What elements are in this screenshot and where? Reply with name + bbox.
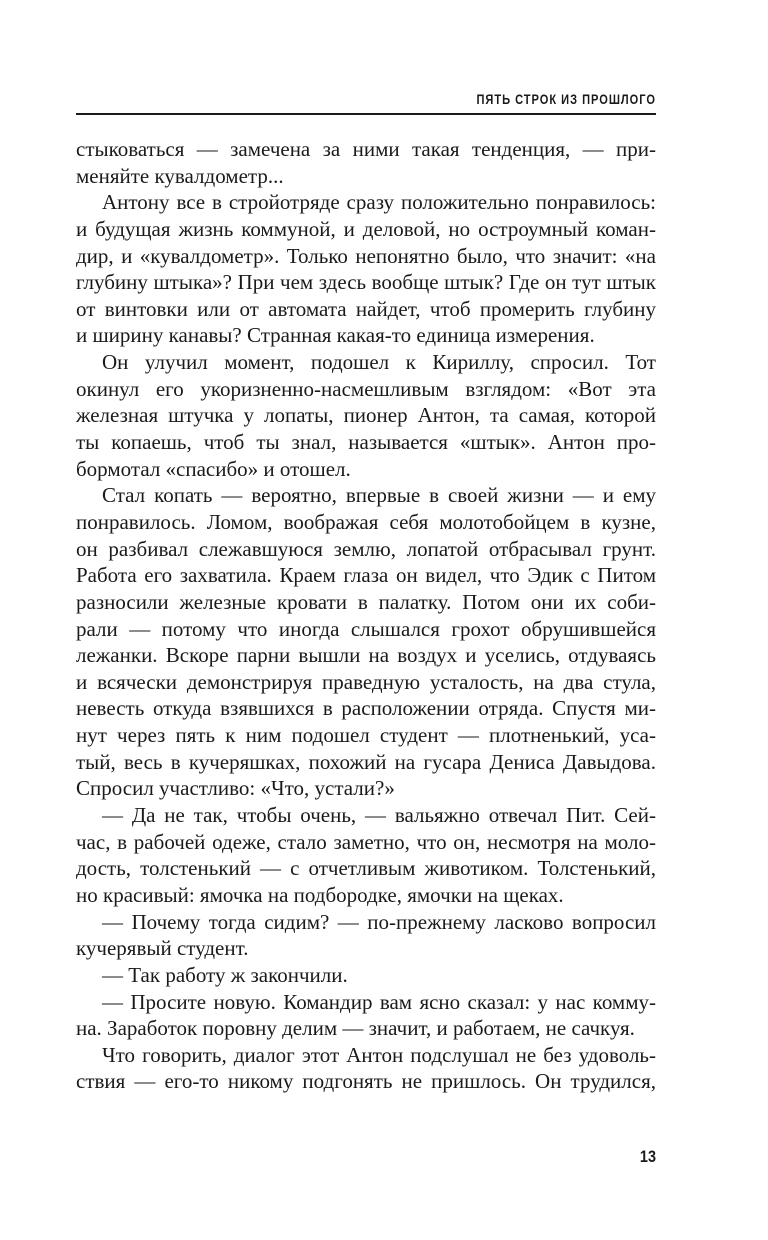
text-line: разносили железные кровати в палатку. Потом они их соби- bbox=[76, 589, 656, 614]
text-line: — Почему тогда сидим? — по-прежнему ласково вопросил bbox=[102, 909, 656, 934]
text-line: окинул его укоризненно-насмешливым взглядом: «Вот эта bbox=[76, 376, 656, 401]
text-line: он разбивал слежавшуюся землю, лопатой отбрасывал грунт. bbox=[76, 536, 656, 561]
text-line: на. Заработок поровну делим — значит, и работаем, не сачкуя. bbox=[76, 1016, 635, 1041]
text-line: Антону все в стройотряде сразу положительно понравилось: bbox=[102, 190, 656, 215]
text-line: и ширину канавы? Странная какая-то единица измерения. bbox=[76, 323, 595, 348]
text-line: Работа его захватила. Краем глаза он видел, что Эдик с Питом bbox=[76, 563, 656, 588]
text-line: — Так работу ж закончили. bbox=[102, 962, 348, 987]
text-line: кучерявый студент. bbox=[76, 936, 249, 961]
text-line: Что говорить, диалог этот Антон подслушал не без удоволь- bbox=[102, 1042, 656, 1067]
text-line: Он улучил момент, подошел к Кириллу, спросил. Тот bbox=[102, 350, 656, 375]
text-line: дир, и «кувалдометр». Только непонятно было, что значит: «на bbox=[76, 243, 656, 268]
text-line: и будущая жизнь коммуной, и деловой, но остроумный коман- bbox=[76, 216, 656, 241]
text-line: тый, весь в кучеряшках, похожий на гусара Дениса Давыдова. bbox=[76, 749, 656, 774]
text-line: нут через пять к ним подошел студент — плотненький, уса- bbox=[76, 723, 656, 748]
text-line: железная штучка у лопаты, пионер Антон, та самая, которой bbox=[76, 403, 656, 428]
text-line: и всячески демонстрируя праведную усталость, на два стула, bbox=[76, 669, 656, 694]
text-line: глубину штыка»? При чем здесь вообще штык? Где он тут штык bbox=[76, 270, 656, 295]
text-line: но красивый: ямочка на подбородке, ямочки на щеках. bbox=[76, 882, 564, 907]
text-line: стыковаться — замечена за ними такая тенденция, — при- bbox=[76, 137, 656, 161]
text-line: лежанки. Вскоре парни вышли на воздух и уселись, отдуваясь bbox=[76, 643, 656, 668]
body-text bbox=[76, 136, 656, 1095]
text-line: Спросил участливо: «Что, устали?» bbox=[76, 776, 395, 801]
text-line: бормотал «спасибо» и отошел. bbox=[76, 456, 351, 481]
header-rule bbox=[76, 113, 656, 115]
text-line: меняйте кувалдометр... bbox=[76, 163, 284, 188]
page-number: 13 bbox=[639, 1147, 656, 1166]
text-line: рали — потому что иногда слышался грохот обрушившейся bbox=[76, 616, 656, 641]
text-line: Стал копать — вероятно, впервые в своей жизни — и ему bbox=[102, 483, 656, 508]
text-line: понравилось. Ломом, воображая себя молотобойцем в кузне, bbox=[76, 509, 656, 534]
text-line: — Просите новую. Командир вам ясно сказал: у нас комму- bbox=[102, 989, 656, 1014]
text-line: ты копаешь, чтоб ты знал, называется «штык». Антон про- bbox=[76, 430, 656, 455]
text-line: ствия — его-то никому подгонять не пришлось. Он трудился, bbox=[76, 1069, 656, 1094]
text-line: час, в рабочей одеже, стало заметно, что он, несмотря на моло- bbox=[76, 829, 656, 854]
running-title: ПЯТЬ СТРОК ИЗ ПРОШЛОГО bbox=[476, 92, 656, 107]
text-line: — Да не так, чтобы очень, — вальяжно отвечал Пит. Сей- bbox=[102, 803, 656, 828]
text-line: от винтовки или от автомата найдет, чтоб промерить глубину bbox=[76, 296, 656, 321]
text-line: невесть откуда взявшихся в расположении отряда. Спустя ми- bbox=[76, 696, 656, 721]
text-line: дость, толстенький — с отчетливым животиком. Толстенький, bbox=[76, 856, 656, 881]
